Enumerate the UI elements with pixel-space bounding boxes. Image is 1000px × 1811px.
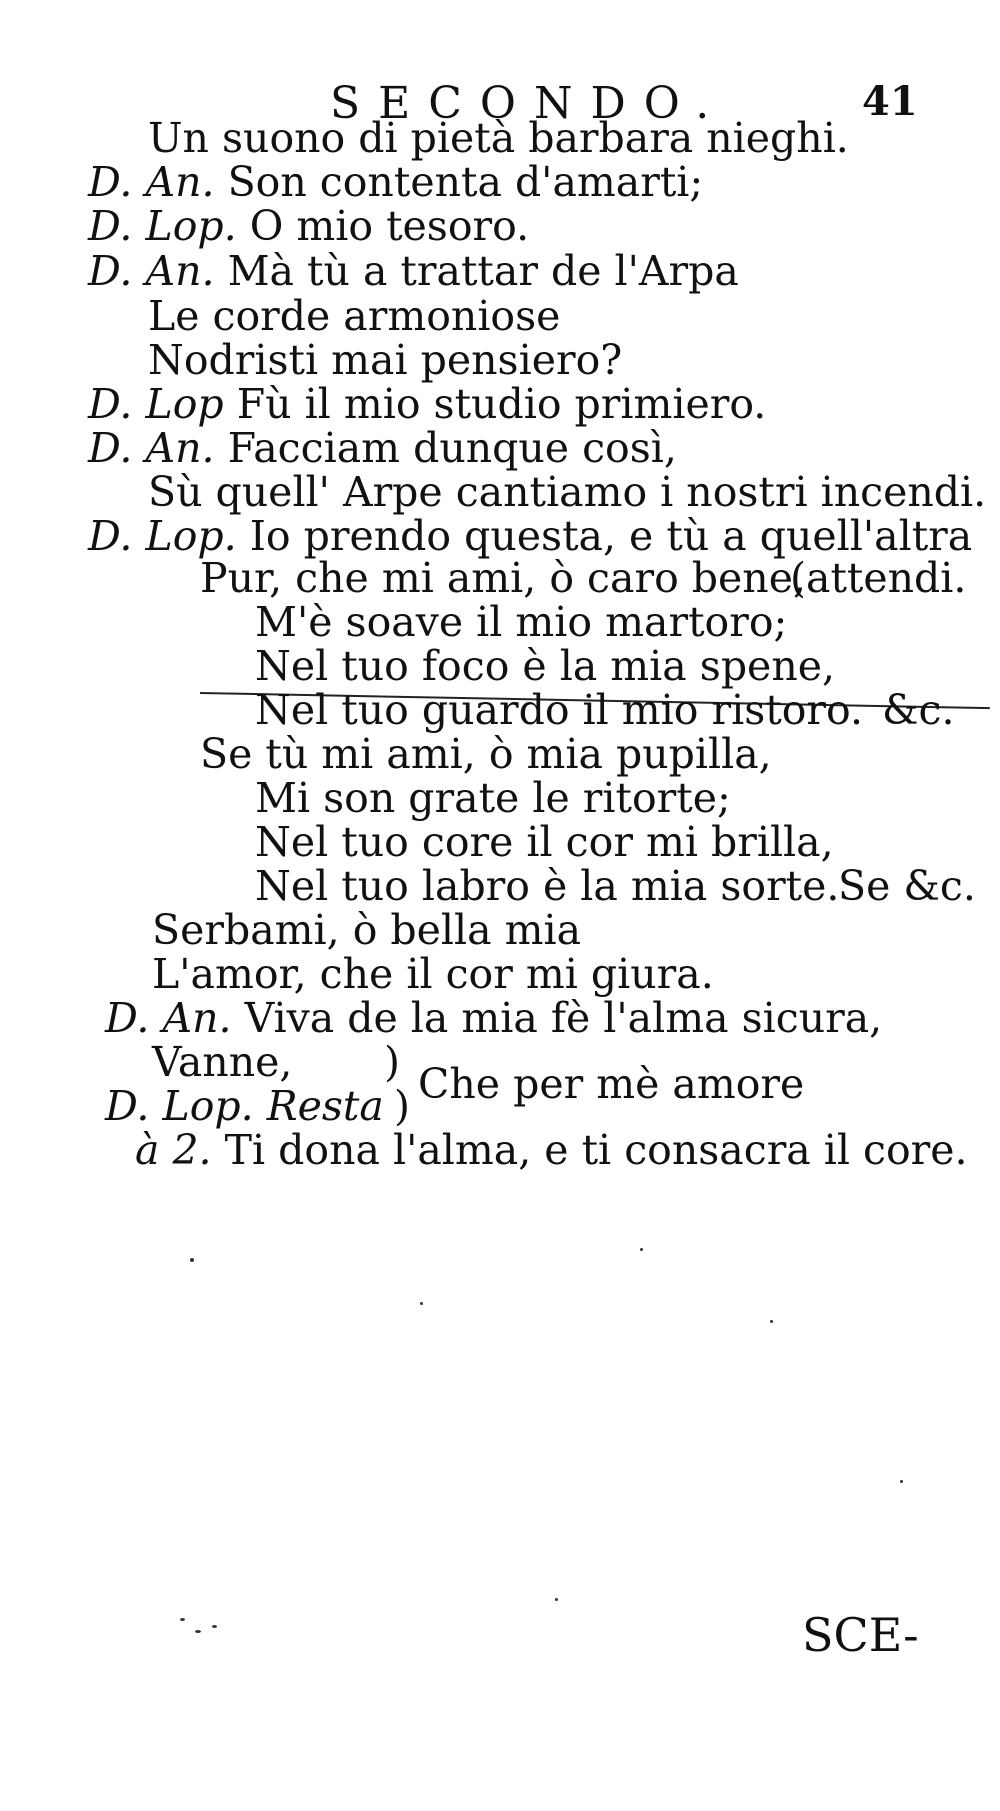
verse-text: Nel tuo foco è la mia spene, [255,642,836,690]
verse-text: O mio tesoro. [249,202,530,250]
verse-text: Sù quell' Arpe cantiamo i nostri incendi. [148,468,987,516]
verse-line [148,468,987,516]
verse-line [152,906,582,954]
speaker-label: D. Lop [88,380,224,428]
verse-text: Le corde armoniose [148,292,561,340]
verse-text: Facciam dunque così, [227,424,677,472]
verse-text: Serbami, ò bella mia [152,906,582,954]
speaker-label: à 2. [135,1126,212,1174]
verse-line [255,598,788,646]
verse-line [88,158,704,206]
verse-text: Resta [266,1082,384,1130]
running-head: SECONDO. [330,78,728,129]
ink-speck [555,1598,558,1601]
verse-text: M'è soave il mio martoro; [255,598,788,646]
bracket: ) [394,1082,410,1130]
verse-text: Viva de la mia fè l'alma sicura, [244,994,883,1042]
verse-line [148,292,561,340]
verse-line [152,950,714,998]
ink-speck [195,1630,201,1633]
speaker-label: D. An. [88,247,215,295]
verse-text: Mi son grate le ritorte; [255,774,731,822]
verse-line [255,818,834,866]
ink-speck [900,1480,903,1483]
verse-text: Nel tuo guardo il mio ristoro. [255,686,864,734]
ink-speck [190,1258,194,1262]
verse-text: L'amor, che il cor mi giura. [152,950,714,998]
verse-text: Nel tuo labro è la mia sorte. [255,862,840,910]
verse-text: Pur, che mi ami, ò caro bene, [200,554,806,602]
page-number: 41 [862,78,918,125]
ink-speck [212,1625,217,1628]
verse-line [135,1126,968,1174]
verse-line [200,554,806,602]
verse-text: Se tù mi ami, ò mia pupilla, [200,730,772,778]
verse-line [88,202,530,250]
verse-text: Io prendo questa, e tù a quell'altra [249,512,973,560]
verse-text: Nel tuo core il cor mi brilla, [255,818,834,866]
verse-text: Fù il mio studio primiero. [236,380,767,428]
verse-text: Un suono di pietà barbara nieghi. [148,114,849,162]
bracket: ) [384,1038,400,1086]
ink-speck [770,1320,773,1323]
verse-line [148,336,623,384]
verse-line [88,424,677,472]
verse-line [255,774,731,822]
verse-line [255,862,840,910]
verse-line [152,1038,293,1086]
verse-text: Ti dona l'alma, e ti consacra il core. [224,1126,968,1174]
verse-line [88,512,973,560]
verse-line [88,380,767,428]
verse-text: Mà tù a trattar de l'Arpa [227,247,739,295]
speaker-label: D. Lop. [105,1082,254,1130]
speaker-label: D. An. [105,994,232,1042]
ink-speck [420,1302,423,1305]
etc-marker: Se &c. [838,862,976,910]
stage-direction-attendi: (attendi. [790,554,967,602]
shared-line: Che per mè amore [418,1060,805,1108]
etc-marker: &c. [882,686,955,734]
verse-line [88,247,739,295]
verse-line [105,1082,384,1130]
verse-text: Nodristi mai pensiero? [148,336,623,384]
ink-speck [640,1248,643,1251]
verse-line [105,994,883,1042]
speaker-label: D. An. [88,424,215,472]
ink-speck [180,1618,185,1621]
verse-line [200,730,772,778]
verse-text: Vanne, [152,1038,293,1086]
verse-line [148,114,849,162]
catchword: SCE- [802,1608,919,1662]
speaker-label: D. An. [88,158,215,206]
verse-line [255,642,836,690]
verse-line [255,686,864,734]
speaker-label: D. Lop. [88,202,237,250]
verse-text: Son contenta d'amarti; [227,158,704,206]
speaker-label: D. Lop. [88,512,237,560]
